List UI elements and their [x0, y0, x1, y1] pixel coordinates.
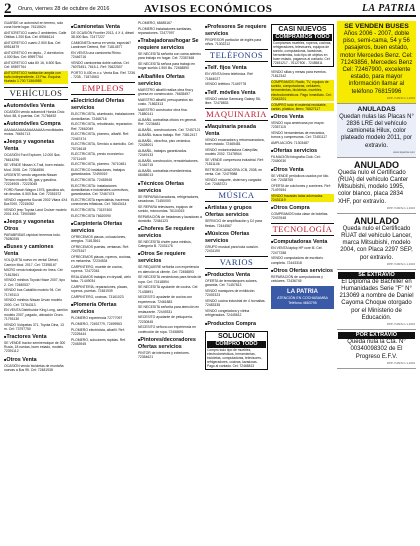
- section-heading: ■ Automóviles Venta: [4, 102, 68, 110]
- section-heading: ■ Trabajadoras/hogar Se requiere servicios: [138, 37, 202, 52]
- classified-column-3: [138, 21, 202, 542]
- classified-column-2: [71, 21, 135, 542]
- notice-heading: ANULADO: [354, 159, 399, 170]
- notice-ref: DPP-YHSNV-1.1,2016: [387, 95, 415, 100]
- boxed-ad-banner: COMPRO TODO: [207, 341, 266, 348]
- classified-ad: ALBAÑIL, obra fina, piso cerámica. 72428001: [138, 139, 191, 148]
- boxed-ad-banner: COMPRAMOS TODO: [273, 34, 332, 41]
- category-band: MÚSICA: [205, 189, 268, 202]
- classified-ad: SERVICIO de amplificación y DJ para fiestas. 72444567: [205, 219, 262, 228]
- boxed-ad: [271, 24, 334, 67]
- classified-column-4: [205, 21, 268, 542]
- classified-ad: NECESITO ayudante de cocina con experiencia. 72461883: [138, 295, 193, 304]
- classified-ad: ELECTRICISTA, precio económico 73711449: [71, 152, 124, 161]
- section-heading: ■ Carpintería Ofertas servicios: [71, 220, 135, 235]
- category-band: EMPLEOS: [71, 82, 135, 95]
- boxed-ad-title: SOLUCIÓN: [218, 332, 255, 340]
- section-heading: ■ Telf. móviles Venta: [205, 89, 268, 97]
- classified-column-5: [271, 21, 334, 542]
- classified-ad: AAAAAAAAAAAAAAAAAA movilidades motos. 76651713: [4, 128, 64, 137]
- classified-ad: SE NECESITA señora para trabajo en hogar sueldo 1.500 Bs. 72458890: [138, 62, 196, 71]
- section-heading: ■ Otros Venta: [271, 113, 334, 121]
- notice-ref: DPP-YHSNV-1.1,2016: [387, 322, 415, 327]
- classified-ad: OFERTA de colchones y somieres. Ref: 71497654: [271, 183, 331, 192]
- section-heading: ■ Buses y camiones Venta: [4, 243, 68, 258]
- classified-ad: COMPRAMOS toda clase de botellas. 72437648: [271, 212, 329, 221]
- classified-ad: ANTICRETICO cuarto 2 ambientes. Calle Oblitas 1.200 $us. Cel: 69566114: [4, 31, 67, 40]
- classified-ad: ELECTRICISTA. 73157400: [71, 208, 113, 213]
- section-heading: ■ Profesores Se requiere servicios: [205, 23, 268, 38]
- newspaper-brand: LA PATRIA: [361, 3, 416, 14]
- classified-ad: ELECTRICO instalaciones, trabajos garantizados. 72490019: [71, 168, 125, 177]
- classified-ad: ANTICRETICO sala 8X 16, 6.500 $us. Cel: 69597764: [4, 61, 62, 70]
- section-heading: ■ Computadoras Venta: [271, 238, 334, 246]
- classified-ad: CARPINTERO, cocinas. 73161023: [71, 295, 124, 300]
- section-heading: ■ Pintores/decoradores Ofertas servicios: [138, 336, 202, 351]
- classified-ad: PINTOR de interiores y exteriores. 72354621: [138, 350, 190, 360]
- classified-ad: ELECTRICISTA, Servicio a domicilio. Cel: 75724618: [71, 142, 134, 151]
- classified-ad: SE NECESITA ayudante de cocina. Cel: 71435891: [138, 285, 199, 294]
- classified-ad: SE REPARA televisores, equipos de sonido, microondas. 76104015: [138, 204, 193, 213]
- classified-ad: SE VENDE Nissan X-Trail, buen estado. Mod. 2008. Cel: 72364856: [4, 163, 65, 172]
- classified-ad: EN VENTA Distribuidor King Long, camión modelo 2007, pagado, ubicación Oruro. 71793130: [4, 308, 68, 321]
- classified-ad: MICRO vendo trabajando en línea. Cel: 71813561: [4, 268, 64, 277]
- classified-ad: OCASIÓN vendo automóvil Honda Civic Mod. 88, 6 puertas. Cel: 71766452: [4, 109, 65, 118]
- notice-ref: DPP-YHSNV-1.1,2016: [387, 205, 415, 210]
- classified-ad: ALBAÑIL contratista revestimientos. 68458013: [138, 169, 193, 178]
- classified-ad: OFRECEMOS placas, colocaciones, arreglos. 71813561: [71, 235, 127, 244]
- classified-ad: SE NECESITA chofer para minibús, Categoría B. 72431176: [138, 240, 192, 249]
- boxed-ad-title: CASI NUEVOS: [278, 26, 327, 33]
- classified-ad: VENDO teléfono 71449778: [205, 82, 247, 87]
- classified-ad: GRUPO musical para toda ocasión. 72431190: [205, 244, 259, 254]
- classified-ad: ELECTRICISTA, rebobinado, reparación. Ref: 72662049: [71, 122, 133, 131]
- section-heading: ■ Otros Ofertas servicios: [271, 267, 334, 275]
- classified-ad: RETROEXCAVADORA JCB, 2008, en venta. Cel: 72479988: [205, 168, 263, 177]
- notice-ad: [337, 104, 416, 158]
- classified-ad: VENDO volquete, cisterna y cargador. Cel: 72483721: [205, 178, 263, 187]
- notice-title: SE VENDEN BUSES: [344, 23, 409, 30]
- notice-ad: [337, 214, 416, 270]
- classified-ad: PROFESOR particular de inglés para niños. 71302212: [205, 38, 262, 47]
- category-band: TELÉFONOS: [205, 49, 268, 62]
- classified-ad: NECESITO ayudante de peluquería. 72230845: [138, 315, 193, 324]
- classified-ad: MAESTRO constructor obra fina. 71880141: [138, 107, 188, 116]
- boxed-ad: [205, 331, 268, 370]
- section-heading: ■ Jeeps y vagonetas Venta: [4, 138, 68, 153]
- classified-ad: AMPLIACIÓN: 71303487: [271, 141, 309, 146]
- classified-ad: URGENTE vendo vagoneta Nissan Terrano modelo 96, gas y gasolina. 72224905 - 72223045: [4, 173, 57, 186]
- notice-body: Queda nulo el Certificado (RUA) del vehículo Canter Mitsubishi, modelo 1995, color blanco, placa 2834 XHF, por extravío.: [338, 169, 409, 205]
- classified-ad: ANTICRETICO habitación amplia con baño independiente, 13 Pac. Esquina Hurtado 1.700 71564985: [4, 71, 68, 84]
- classified-ad: DE OCASIÓN Frontier 2013, 4 X 4, diésel 38.000 $us. 72477227: [71, 31, 134, 40]
- classified-ad: SE NECESITA señorita con cama adentro para trabajo en hogar. Cel: 72357468: [138, 52, 202, 61]
- classified-ad: ANTICRETICO en depto., 2 dormitorios 4.000 $us. Cel: 69597764: [4, 51, 64, 60]
- classified-ad: OFRECEMOS placas, roperos, cocinas, en melamina. 72234534: [71, 255, 132, 264]
- classified-ad: VENDO jeep Toyota Land Cruiser modelo 2001 4X4. 73900869: [4, 207, 67, 216]
- boxed-ad-text: Compramos muebles, roperos, cocinas, refrigeradores, televisores, equipos de sonido, computadoras, lavadoras, herramientas, todo tipo de objetos en buen estado, pagamos al contado. Cel: 72451217 - 76127500 - 72455811: [273, 41, 332, 65]
- classified-ad: PLOMERO, 72492779, 72499963: [71, 322, 122, 327]
- classified-ad: VENDO vagoneta Suzuki 2002 Vitara 4X4 $us7000. 72215052: [4, 197, 68, 206]
- classified-ad: ELECTRICISTA: Instalaciones domiciliarias e industriales correctivos, garantizados. Cel: 72467474: [71, 184, 129, 197]
- classified-ad: PLOMERO experiencia 72777097: [71, 316, 123, 321]
- classified-ad: VENDO minibús Nissan Urvan modelo 2000. Cel: 73784313: [4, 298, 63, 307]
- classified-ad: ANTICRETICO cuarto 2.500 $us. Cel: 69514879: [4, 41, 62, 50]
- classified-ad: COMPRO todo el material reciclable, cartón, plástico, fierro. 76627117: [271, 103, 334, 111]
- classified-ad: VENDO ropa americana por mayor. 72357115: [271, 121, 325, 130]
- section-heading: ■ Automóviles Compra: [4, 120, 68, 128]
- section-heading: ■ Choferes Se requiere servicios: [138, 225, 202, 240]
- right-notices-column: [337, 21, 416, 542]
- notice-ad: [337, 330, 416, 369]
- section-heading: ■ Albañiles Ofertas servicios: [138, 73, 202, 88]
- classified-ad: PARABRISAS rápidos! tenemos todo. 75280255: [4, 233, 61, 242]
- classified-ad: SE VENDE tractor semiremolque de 300 Rusia, 18 ruedas, buen estado, modelo. 72391112: [4, 341, 66, 354]
- promo-line: ATENCIÓN EN COCHABAMBA: [277, 296, 328, 301]
- classified-ad: OCASIÓN Ford Explorer, 12.000 $us. 76614296: [4, 153, 61, 162]
- classified-ad: VENDO excavadora y retroexcavadora, buen estado. 72465481: [205, 138, 265, 147]
- notice-ad: [337, 21, 416, 104]
- classified-ad: CARPINTERÍA, reparaciones, placas, roperos, puertas. 72481939: [71, 285, 128, 294]
- classified-column-1: [4, 21, 68, 542]
- classified-ad: SE VENDE periódicos usados por kilo. Cel: 72438765: [271, 173, 330, 182]
- section-heading: ■ Electricidad Ofertas servicios: [71, 97, 135, 112]
- classified-ad: SE VENDE compresora industrial. Ref: 71811146: [205, 158, 264, 167]
- classified-ad: EN VENTA laptop HP core i5. Cel: 72477288: [271, 246, 323, 255]
- classified-ad: PLOMERO, 68485167: [138, 21, 172, 25]
- section-heading: ■ Músicos Ofertas servicios: [205, 230, 268, 245]
- classified-ad: VENDO bus Caballito modelo 94. Cel: 71749113: [4, 288, 62, 297]
- section-heading: ■ Camionetas Venta: [71, 23, 135, 31]
- classified-ad: REPARACIÓN de computadoras y celulares. 72436745: [271, 274, 323, 284]
- section-heading: ■ Tractores Venta: [4, 333, 68, 341]
- notice-heading: ANULADO: [354, 215, 399, 226]
- notice-body: Queda nulo el Certificado RUAT del vehículo Lancer, marca Mitsubishi, modelo 2004, con Placa 2297 SEP, por extravío.: [340, 225, 413, 261]
- classified-ad: ELECTRICISTA. 72453945: [71, 178, 113, 183]
- classified-ad: EN VENTA una camioneta Rhino. 72446716: [71, 51, 122, 60]
- section-heading: ■ Ofertas servicios: [271, 147, 334, 155]
- section-heading: ■ Otros Compra: [271, 204, 334, 212]
- notice-banner: POR EXTRAVÍO: [338, 332, 415, 339]
- classified-ad: FORD Ranch Wagon 1975, gasolina a/c, sin deudas. 6.500 $us. Cel: 72351572: [4, 187, 66, 196]
- classified-ad: ALBAÑIL construcción, remodelaciones. 71446715: [138, 159, 199, 168]
- classified-ad: EN VENTA línea telefónica. Ref: 71844027: [205, 72, 254, 81]
- classified-ad: VENDO herramientas de mecánica, tornos y compresoras. Cel: 72451117: [271, 131, 328, 140]
- classified-ad: VENDO congeladora y vitrina refrigeradora. 72445612: [205, 309, 250, 318]
- section-heading: ■ Otros Se requiere servicios: [138, 250, 202, 265]
- classified-ad: VENDO cocina industrial de 4 hornallas. 72483335: [205, 299, 266, 308]
- classified-ad: FILMACIÓN fotografía Club. Cel: 72450030: [271, 155, 321, 164]
- boxed-ad-text: Compro todo tipo de muebles, electrodomésticos, herramientas, bicicletas, computadoras, televisores, refrigeradores, cocinas, lavadoras. Pago al contado. Cel: 72468813: [207, 347, 262, 368]
- page-title: AVISOS ECONÓMICOS: [144, 3, 273, 15]
- notice-ref: DPP-YHSNV-1.1,2016: [387, 261, 415, 266]
- classified-ad: PLOMERO, soluciones rápidas. Ref. 72453945: [71, 338, 127, 347]
- classified-ad: ALBAÑIL contratista oficios en general. Ref: 72236481: [138, 117, 197, 126]
- notice-body: Quedan nulas las Placas N° 2836 LRE del vehículo camioneta Hilux, color plateado modelo 2011, por extravío.: [339, 113, 414, 149]
- classified-ad: REPARACIÓN de heladeras y lavadoras a domicilio. 72461123: [138, 214, 202, 223]
- category-band: VARIOS: [205, 256, 268, 269]
- notice-banner: SE EXTRAVIÓ: [338, 272, 415, 279]
- section-heading: ■ Maquinaria pesada Venta: [205, 123, 268, 138]
- notice-ref: www.lapatria.com: [393, 149, 415, 154]
- classified-ad: SE NECESITA vendedoras para tienda de ropa. Cel: 72418894: [138, 275, 202, 284]
- classified-ad: SE REQUIERE señorita con experiencia en atención al cliente. Cel: 72458893: [138, 265, 199, 274]
- classified-ad: PLOMERO instalaciones sanitarias, reparaciones. 72477097: [138, 26, 192, 35]
- classified-ad: ELECTRICISTA 76620090: [71, 214, 111, 218]
- classified-ad: PLOMERO electricista, albañil. Ref: 72225444: [71, 328, 125, 337]
- classified-ad: SE REPARAN lavadoras, refrigeradores, secadoras. 71450000: [138, 194, 200, 203]
- classified-ad: ALBAÑIL busca trabajo. Ref: 73812417: [138, 133, 198, 138]
- section-heading: ■ Productos Compra: [205, 320, 268, 328]
- classified-ad: VENDO minibús Toyota Hiace 2007, tipo 2. Cel: 72480537: [4, 278, 65, 287]
- notice-ad: [337, 270, 416, 330]
- classified-ad: PORTO 5.430 m.c.c. Venta $us. Ref. 7236 - 7235 - 71874563: [71, 71, 135, 80]
- section-heading: ■ Telf. fijos Venta: [205, 64, 268, 72]
- section-heading: ■ Productos Venta: [205, 271, 268, 279]
- classified-ad: ALBAÑIL, trabajos garantizados. 72449133: [138, 149, 188, 158]
- page-number: 2: [4, 1, 12, 17]
- promo-brand: LA PATRIA: [287, 289, 318, 296]
- section-heading: ■ Plomería Ofertas servicios: [71, 301, 135, 316]
- category-band: VEHÍCULOS: [4, 87, 68, 100]
- classified-ad: VENDO computadora de escritorio completa. 72443318: [271, 256, 324, 265]
- classified-ad: MAESTRO albañil realiza obra fina y gruesa en construcción. 76635497: [138, 87, 194, 96]
- section-heading: ■ Jeeps y vagonetas Otros: [4, 218, 68, 233]
- classified-ad: VENDO motoniveladora Caterpillar, modelo 2002. 72478944: [205, 148, 259, 157]
- classified-ad: VENDO maniquíes de exhibición. 72492323: [205, 289, 256, 298]
- page-date: Oruro, viernes 28 de octubre de 2016: [18, 6, 110, 12]
- classified-ad: OCASIÓN vendo bicicletas de montaña nuevas a $us 95. Cel: 72481938: [4, 363, 64, 372]
- classified-ad: VENDO Volquetas 371, Toyota Dina, 13 m. Cel: 73797750: [4, 322, 64, 331]
- classified-ad: CAMIONETA nueva en venta, especial? Landrover Defend, Ref: 71814577: [71, 41, 132, 50]
- newspaper-promo: [271, 286, 334, 309]
- classified-ad: SE NECESITA señorita para atención en restaurante. 72449331: [138, 305, 200, 314]
- section-heading: ■ Otros Venta: [271, 166, 334, 174]
- promo-phone: Teléfono 4663795: [288, 301, 317, 306]
- classified-ad: VENDO celular Samsung Galaxy S6, libre. 72478833: [205, 96, 261, 105]
- classified-ad: GUARDE un automóvil en terreno, solo zona Norte lugar. 76115624: [4, 21, 64, 30]
- notice-ad: [337, 158, 416, 214]
- category-band: TECNOLOGÍA: [272, 224, 333, 235]
- classified-ad: VENDO sillas y mesas para eventos. 71812342: [271, 70, 327, 79]
- classified-ad: ELECTRICISTA, plomero, albañil. Ref: 72467474: [71, 132, 129, 141]
- notice-title: ANULADAS: [357, 105, 396, 113]
- category-band: MAQUINARIA: [206, 109, 267, 120]
- classified-ad: ELECTRICISTA, plomero. 76710481: [71, 162, 127, 167]
- notice-body: El Diploma de Bachiller en Humanidades Serie "F" N° 213069 a nombre de Daniel Cayoma Choque otorgado por el Ministerio de Educación.: [339, 278, 414, 321]
- notice-body: Años 2006 - 2007, doble piso, semi-cama, 54 y 56 pasajeros, buen estado, motor Mercedes Benz. Cel: 71243856, Mercedes Benz Cel: 72467900, excelente estado, para mayor información llamar al teléfono 76815996: [340, 31, 413, 95]
- section-heading: ■ Técnicos Ofertas servicios: [138, 180, 202, 195]
- classified-ad: VENDO camionetas doble cabina. Cel: 76075451, 7615-1. Ref: 76622507: [71, 61, 130, 70]
- notice-body: Queda nula la Cta. N° 00340098302 de El Progreso E.F.V.: [347, 339, 406, 360]
- notice-ref: DPP-YHSNV-1.1,2016: [387, 360, 415, 365]
- page-header: [4, 3, 416, 17]
- classified-ad: ALBAÑIL, construcciones. Cel: 72457121: [138, 127, 201, 132]
- classified-ad: NECESITO señora con experiencia en confección de ropa. 72458891: [138, 325, 196, 334]
- classified-ad: CARPINTERO, mueble de cocina, roperos. 72472361: [71, 265, 123, 274]
- classified-ad: COMPRAMOS: Radio, TV, equipos de sonido, computadoras, celulares, herramientas, bicicletas, muebles, electrodomésticos. Pago inmediato. Cel: 72442201: [271, 80, 334, 101]
- classified-ad: REALIZAMOS trabajos en drywall, cielo falso. 71449034: [71, 275, 131, 284]
- classified-ad: VENDO frazadas tatas adornadas. 72431119: [271, 194, 334, 202]
- classified-ad: ELECTRICISTA, alumbrado, instalaciones domiciliarias. 72468716: [71, 112, 135, 121]
- classified-ad: VOLQUETA nuevo en venta! Diésel, Camión Mod. 2017. Cel: 72398167: [4, 258, 59, 267]
- classified-ad: ELECTRICISTA especialista, hacemos conexiones trifásicas. Cel: 76643414: [71, 198, 130, 207]
- section-heading: ■ Artistas y grupos Ofertas servicios: [205, 204, 268, 219]
- classified-ad: OFRECEMOS puertas, ventanas. Ref: 72475167: [71, 245, 129, 254]
- classified-ad: OFERTA de termotanques solares, garantía. Cel: 71457813: [205, 279, 258, 288]
- classified-ad: MAESTRO albañil, presupuestos sin costo. 71862313: [138, 97, 194, 106]
- section-heading: ■ Otros Venta: [4, 356, 68, 364]
